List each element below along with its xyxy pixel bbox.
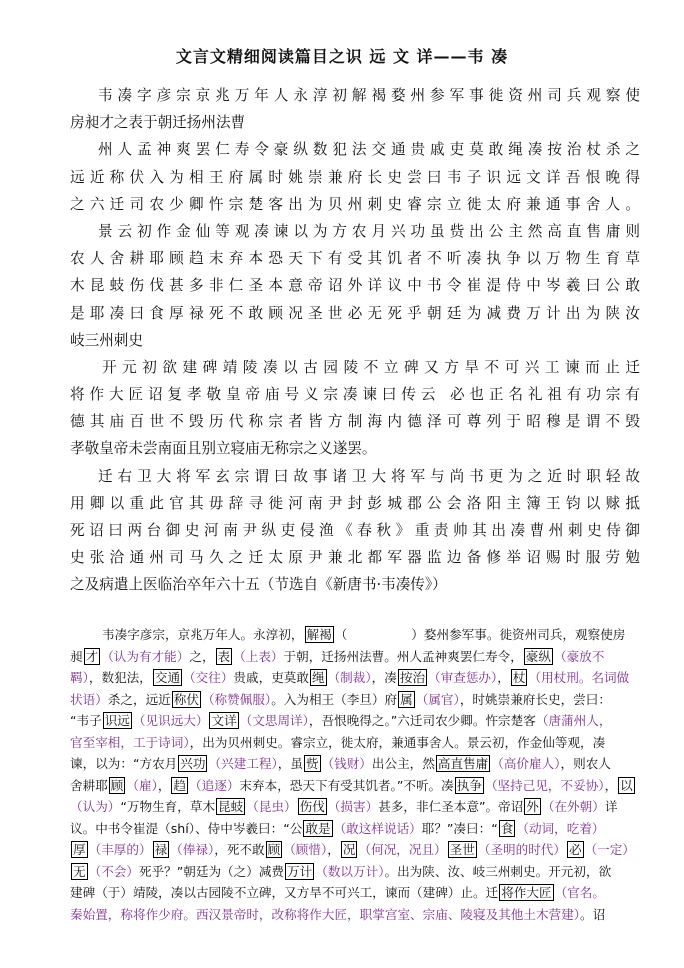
key-term: 况 [342,842,356,857]
note-line [70,732,640,754]
original-text-line: 木昆蚑伤伐甚多非仁圣本意帝诏外详议中书令崔湜侍中岑羲曰公敢 [70,277,640,295]
key-term: 豪纵 [525,648,551,664]
gloss: （不会） [88,863,139,879]
note-text: ，时姚崇兼府长史，尝曰： [459,691,611,707]
key-term: 食 [500,820,514,836]
key-term: 绳 [311,670,325,685]
gloss: （称赞佩服） [201,691,272,707]
original-text-line: 房昶才之表于朝迁扬州法曹 [70,114,246,132]
original-text-line: 远近称伏入为相王府属时姚崇兼府长史尝曰韦子识远文详吾恨晚得 [70,168,640,186]
original-text-line: 孝敬皇帝未尝南面且别立寝庙无称宗之义遂罢。 [70,440,377,458]
gloss: （一定） [584,842,635,857]
gloss: （上表） [233,648,284,664]
key-term: 必 [568,842,582,857]
note-line [70,882,640,904]
key-term: 解褐 [306,627,332,642]
gloss: （顾惜） [283,842,328,857]
key-term: 识远 [104,713,130,728]
key-term: 禄 [154,842,168,857]
key-term: 属 [400,691,413,707]
note-text: 之， [189,648,215,664]
original-text-line: 史张洽通州司马久之迁太原尹兼北都军器监边备修举诏赐时服劳勉 [70,549,640,567]
original-text-line: 农人舍耕耶顾趋末弃本恐天下有受其饥者不听凑执争以万物生育草 [70,250,640,268]
note-text: 。诏 [580,906,606,922]
note-line [70,796,640,818]
note-line [70,753,640,775]
gloss: （用杖刑。名词做 [528,670,630,685]
note-text: “韦子 [70,713,102,728]
note-text: 。出为陕、汝、岐三州刺史。开元初，欲 [384,863,612,879]
gloss: （圣明的时代） [477,842,566,857]
note-text: ，则农人 [560,756,611,771]
key-term: 将作大匠 [501,885,552,900]
note-text: 议。中书令崔湜（shí）、侍中岑羲曰：“公 [70,820,303,836]
note-text: 贵戚，吏莫敢 [233,670,309,685]
key-term: 执争 [456,777,482,793]
key-term: 厚 [73,842,86,857]
key-term: 顾 [110,777,124,793]
key-term: 趋 [173,777,187,793]
key-term: 外 [526,799,539,814]
note-line [70,775,640,797]
gloss: （昆虫） [246,799,297,814]
gloss: （制裁） [327,670,372,685]
original-text-line: 之及病遣上医临治卒年六十五（节选自《新唐书·韦凑传》） [70,576,447,594]
original-text-line: 州人孟神爽罢仁寿令豪纵数犯法交通贵戚吏莫敢绳凑按治杖杀之 [98,141,640,159]
note-text: 死乎？”朝廷为（之）减费 [138,863,285,879]
original-text-line: 死诏曰两台御史河南尹纵吏侵渔《春秋》重责帅其出凑曹州刺史侍御 [70,522,640,539]
original-text-line: 德其庙百世不毁历代称宗者皆方制海内德泽可尊列于昭穆是谓不毁 [70,413,640,431]
gloss: （坚持己见，不妥协） [484,777,605,793]
original-text-line: 之六迁司农少卿忤宗楚客出为贝州刺史睿宗立徙太府兼通事舍人。 [70,195,640,213]
note-text: ，死不敢 [214,842,265,857]
gloss: 官至宰相，工于诗词） [70,734,190,750]
note-line [70,818,640,840]
annotated-translation [70,624,640,925]
note-line [70,861,640,883]
gloss: （在外朝） [541,799,605,814]
note-text: ，虽 [277,756,303,771]
note-text: 耶？”凑曰：“ [421,820,498,836]
key-term: 按治 [399,670,426,685]
note-text: 谏，以为：“方农月 [70,756,178,771]
note-text: 建碑（于）靖陵，凑以古园陵不立碑，又方旱不可兴工，谏而（建碑）止。迁 [70,885,499,900]
note-text: 舍耕耶 [70,777,108,793]
gloss: （唐蒲州人， [535,713,612,728]
gloss: 羁） [70,670,89,685]
gloss: 状语） [70,691,108,707]
gloss: （高价雇人） [491,756,561,771]
note-line [70,624,640,646]
gloss: （损害） [327,799,379,814]
note-text: ，出为贝州刺史。睿宗立，徙太府，兼通事舍人。景云初，作金仙等观，凑 [189,734,606,750]
key-term: 文详 [211,713,237,728]
gloss: （属官） [415,691,460,707]
gloss: （何况，况且） [358,842,447,857]
note-text: “万物生育，草木 [120,799,216,814]
note-text: （ [334,627,348,642]
note-text: ， [157,777,171,793]
key-term: 以 [620,777,633,793]
gloss: （文思周详） [239,713,309,728]
note-text: ，数犯法， [88,670,152,685]
gloss: （追逐） [189,777,240,793]
note-text: 甚多，非仁圣本意”。帝诏 [378,799,524,814]
gloss: （官名。 [554,885,605,900]
gloss: （敢这样说话） [333,820,422,836]
original-text-line: 韦凑字彦宗京兆万年人永淳初解褐婺州参军事徙资州司兵观察使 [98,87,640,104]
note-text: ， [497,670,510,685]
key-term: 杖 [512,670,526,685]
gloss: （豪放不 [553,648,605,664]
gloss: （交往） [183,670,234,685]
note-text: 。入为相王（李旦）府 [271,691,398,707]
page-title: 文言文精细阅读篇目之识 远 文 详——韦 凑 [175,47,509,66]
note-text: 出公主，然 [371,756,435,771]
gloss: （动词，吃着） [516,820,605,836]
key-term: 敢是 [305,820,331,836]
key-term: 高直售庸 [437,756,489,771]
note-line [70,646,640,668]
note-text: 昶 [70,648,83,664]
gloss: （丰厚的） [88,842,152,857]
original-text-line: 是耶凑曰食厚禄死不敢顾况圣世必无死乎朝廷为减费万计出为陕汝 [70,304,640,322]
gloss: （见识远大） [132,713,209,728]
note-line [70,689,640,711]
gloss: 秦始置，称将作少府。西汉景帝时，改称将作大匠，职掌宫室、宗庙、陵寝及其他土木营建） [70,906,581,922]
original-text-line: 用卿以重此官其毋辞寻徙河南尹封彭城郡公会洛阳主簿王钧以赇抵 [70,494,640,512]
note-line [70,667,640,689]
gloss: （兴建工程） [208,756,278,771]
note-text: 末弃本，恐天下有受其饥者。”不听。凑 [239,777,454,793]
key-term: 昆蚑 [218,799,244,814]
key-term: 赀 [305,756,319,771]
gloss: （俸禄） [170,842,215,857]
original-text-line: 岐三州刺史 [70,331,143,349]
original-text-line: 迁右卫大将军玄宗谓曰故事诸卫大将军与尚书更为之近时职轻故 [98,467,640,485]
original-text [70,82,640,599]
original-text-line: 景云初作金仙等观凑谏以为方农月兴功虽赀出公主然高直售庸则 [98,222,640,240]
note-text: ，吾恨晚得之。”六迁司农少卿。忤宗楚客 [308,713,536,728]
key-term: 才 [85,648,99,664]
note-line [70,710,640,732]
gloss: （审查惩办） [428,670,498,685]
note-text: ， [327,842,340,857]
gloss: （雇） [126,777,158,793]
note-text: ）婺州参军事。徙资州司兵，观察使房 [411,627,626,642]
note-line [70,904,640,926]
note-line [70,839,640,861]
key-term: 万计 [287,863,313,879]
key-term: 表 [217,648,231,664]
key-term: 圣世 [449,842,475,857]
gloss: （数以万计） [315,863,385,879]
note-text: 杀之，远近 [107,691,171,707]
gloss: （认为） [70,799,121,814]
note-text: ， [604,777,618,793]
key-term: 伤伐 [299,799,325,814]
key-term: 无 [73,863,86,879]
original-text-line: 开元初欲建碑靖陵凑以古园陵不立碑又方旱不可兴工谏而止迁 [102,358,640,376]
key-term: 顾 [267,842,281,857]
gloss: （认为有才能） [101,648,190,664]
note-text: 于朝，迁扬州法曹。州人孟神爽罢仁寿令， [283,648,523,664]
note-text: 韦凑字彦宗，京兆万年人。永淳初， [102,627,304,642]
key-term: 交通 [154,670,181,685]
note-text: ，凑 [371,670,397,685]
note-text: 详 [604,799,618,814]
gloss: （钱财） [321,756,372,771]
original-text-line: 将作大匠诏复孝敬皇帝庙号义宗凑谏曰传云 必也正名礼祖有功宗有 [70,386,640,404]
key-term: 称伏 [173,691,199,707]
key-term: 兴功 [180,756,206,771]
